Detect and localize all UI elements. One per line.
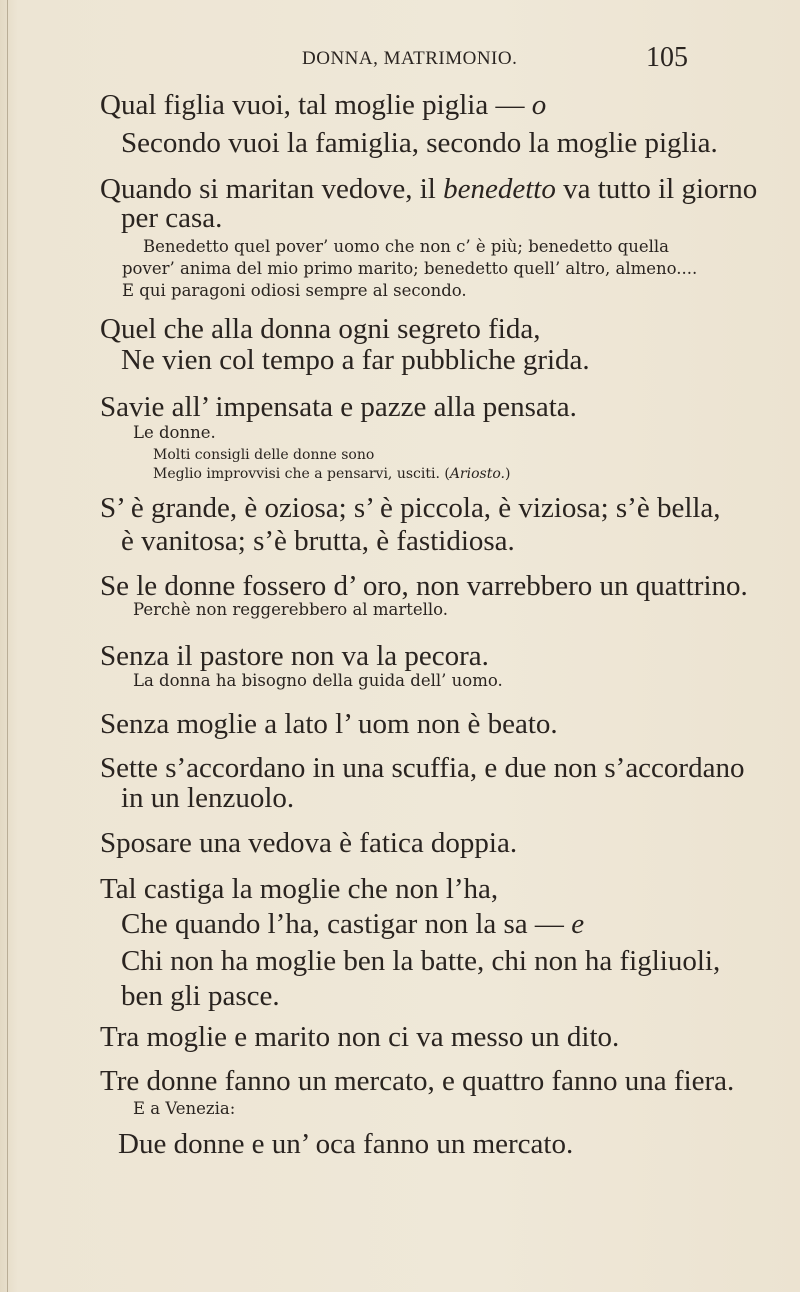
running-head-title: DONNA, MATRIMONIO.: [302, 48, 518, 69]
commentary-line: La donna ha bisogno della guida dell’ uomo.: [133, 671, 503, 690]
quote-line: Meglio improvvisi che a pensarvi, usciti. (Ariosto.): [153, 466, 511, 482]
proverb-line: Quel che alla donna ogni segreto fida,: [100, 313, 541, 345]
proverb-line: Savie all’ impensata e pazze alla pensata.: [100, 391, 577, 423]
proverb-line: è vanitosa; s’è brutta, è fastidiosa.: [121, 525, 515, 557]
proverb-line: Ne vien col tempo a far pubbliche grida.: [121, 344, 590, 376]
proverb-line: Se le donne fossero d’ oro, non varrebbero un quattrino.: [100, 570, 748, 602]
proverb-line: Senza il pastore non va la pecora.: [100, 640, 489, 672]
proverb-line: in un lenzuolo.: [121, 782, 295, 814]
proverb-line: Senza moglie a lato l’ uom non è beato.: [100, 708, 558, 740]
proverb-line: per casa.: [121, 202, 223, 234]
quote-author: Ariosto.: [449, 466, 505, 482]
commentary-label: Le donne.: [133, 423, 216, 442]
proverb-line: Tal castiga la moglie che non l’ha,: [100, 873, 499, 905]
proverb-line: Quando si maritan vedove, il benedetto va tutto il giorno: [100, 173, 758, 205]
commentary-line: E qui paragoni odiosi sempre al secondo.: [122, 281, 467, 300]
proverb-line: Sposare una vedova è fatica doppia.: [100, 827, 518, 859]
proverb-line: Due donne e un’ oca fanno un mercato.: [118, 1128, 574, 1160]
proverb-line: ben gli pasce.: [121, 980, 280, 1012]
proverb-line: Sette s’accordano in una scuffia, e due non s’accordano: [100, 752, 745, 784]
proverb-line: Tre donne fanno un mercato, e quattro fanno una fiera.: [100, 1065, 735, 1097]
proverb-line: Che quando l’ha, castigar non la sa — e: [121, 908, 585, 940]
page-number: 105: [646, 42, 688, 73]
proverb-line: Qual figlia vuoi, tal moglie piglia — o: [100, 89, 547, 121]
commentary-line: Benedetto quel pover’ uomo che non c’ è più; benedetto quella: [143, 237, 670, 256]
commentary-line: E a Venezia:: [133, 1099, 236, 1118]
proverb-line: Secondo vuoi la famiglia, secondo la moglie piglia.: [121, 127, 718, 159]
proverb-line: Tra moglie e marito non ci va messo un dito.: [100, 1021, 620, 1053]
commentary-line: pover’ anima del mio primo marito; benedetto quell’ altro, almeno....: [122, 259, 698, 278]
proverb-line: S’ è grande, è oziosa; s’ è piccola, è viziosa; s’è bella,: [100, 492, 721, 524]
proverb-line: Chi non ha moglie ben la batte, chi non ha figliuoli,: [121, 945, 721, 977]
quote-line: Molti consigli delle donne sono: [153, 447, 375, 463]
commentary-line: Perchè non reggerebbero al martello.: [133, 600, 449, 619]
running-head: [0, 42, 800, 78]
page-edge-line: [7, 0, 8, 1292]
